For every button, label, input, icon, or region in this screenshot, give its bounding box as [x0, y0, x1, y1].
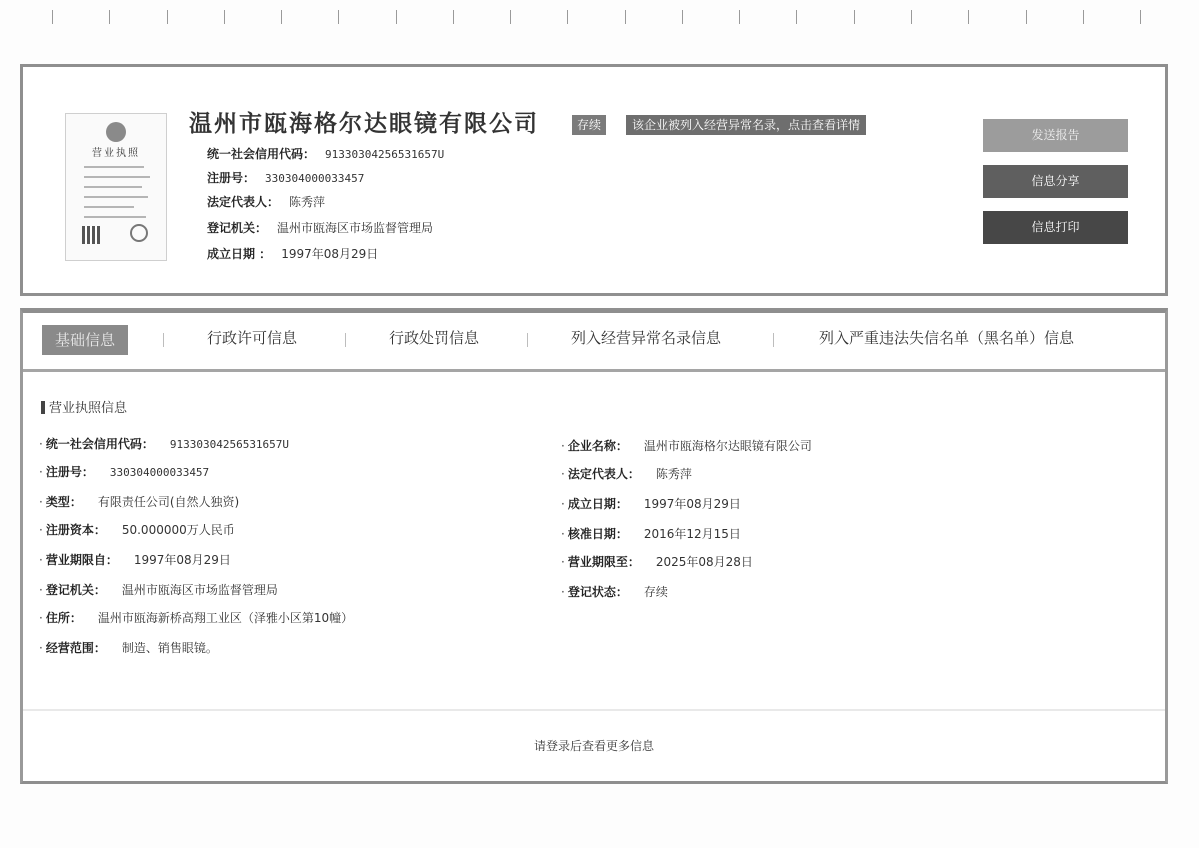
- top-edge-ticks: [0, 0, 1199, 30]
- info-tabs: [23, 313, 1165, 372]
- header-establishment-date: 成立日期 ： 1997年08月29日: [207, 247, 379, 261]
- tab-divider: [345, 333, 346, 347]
- field-address: · 住所： 温州市瓯海新桥高翔工业区（泽雅小区第10幢）: [39, 611, 354, 625]
- tab-abnormal-operation-list[interactable]: 列入经营异常名录信息: [571, 329, 722, 347]
- abnormal-list-notice-link[interactable]: 该企业被列入经营异常名录，点击查看详情: [626, 115, 866, 135]
- field-credit-code: · 统一社会信用代码： 91330304256531657U: [39, 437, 290, 451]
- field-establishment-date: · 成立日期： 1997年08月29日: [561, 497, 741, 511]
- field-legal-representative: · 法定代表人： 陈秀萍: [561, 467, 692, 481]
- header-legal-representative: 法定代表人： 陈秀萍: [207, 195, 326, 209]
- field-registration-authority: · 登记机关： 温州市瓯海区市场监督管理局: [39, 583, 278, 597]
- section-marker-icon: [41, 401, 45, 414]
- header-registration-number: 注册号： 330304000033457: [207, 171, 365, 185]
- header-credit-code: 统一社会信用代码： 91330304256531657U: [207, 147, 445, 161]
- business-license-image[interactable]: [65, 113, 167, 261]
- field-business-term-to: · 营业期限至： 2025年08月28日: [561, 555, 753, 569]
- tab-blacklist[interactable]: 列入严重违法失信名单（黑名单）信息: [819, 329, 1075, 347]
- tab-basic-info[interactable]: 基础信息: [42, 325, 128, 355]
- national-emblem-icon: [106, 122, 126, 142]
- tab-divider: [773, 333, 774, 347]
- tab-administrative-penalty[interactable]: 行政处罚信息: [389, 329, 480, 347]
- divider: [23, 709, 1165, 711]
- field-company-type: · 类型： 有限责任公司(自然人独资): [39, 495, 240, 509]
- field-registration-status: · 登记状态： 存续: [561, 585, 668, 599]
- share-info-button[interactable]: 信息分享: [983, 165, 1128, 198]
- license-image-title: 营业执照: [92, 148, 140, 159]
- company-name: 温州市瓯海格尔达眼镜有限公司: [189, 110, 539, 137]
- field-business-scope: · 经营范围： 制造、销售眼镜。: [39, 641, 218, 655]
- tab-administrative-license[interactable]: 行政许可信息: [207, 329, 298, 347]
- company-info-card: [20, 308, 1168, 784]
- qr-code-icon: [82, 226, 100, 244]
- field-registration-number: · 注册号： 330304000033457: [39, 465, 210, 479]
- login-for-more-link[interactable]: 请登录后查看更多信息: [533, 739, 654, 753]
- field-registered-capital: · 注册资本： 50.000000万人民币: [39, 523, 235, 537]
- field-approval-date: · 核准日期： 2016年12月15日: [561, 527, 741, 541]
- send-report-button[interactable]: 发送报告: [983, 119, 1128, 152]
- field-business-term-from: · 营业期限自： 1997年08月29日: [39, 553, 231, 567]
- company-header-card: [20, 64, 1168, 296]
- status-badge: 存续: [572, 115, 606, 135]
- tab-divider: [163, 333, 164, 347]
- print-info-button[interactable]: 信息打印: [983, 211, 1128, 244]
- header-registration-authority: 登记机关： 温州市瓯海区市场监督管理局: [207, 221, 434, 235]
- field-company-name: · 企业名称： 温州市瓯海格尔达眼镜有限公司: [561, 439, 812, 453]
- tab-divider: [527, 333, 528, 347]
- official-stamp-icon: [130, 224, 148, 242]
- section-title: 营业执照信息: [41, 397, 127, 416]
